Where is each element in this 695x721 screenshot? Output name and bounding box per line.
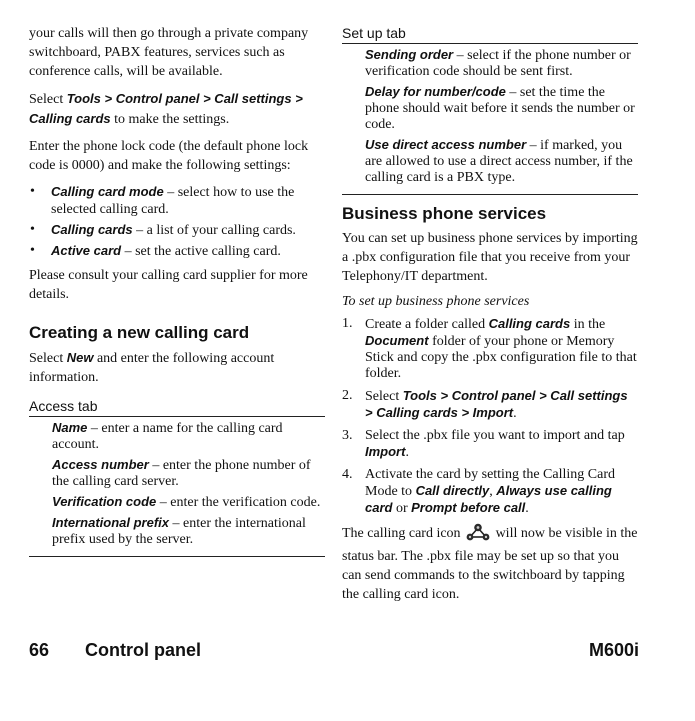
field-description: International prefix – enter the international prefix used by the server. <box>52 515 306 547</box>
section-name: Control panel <box>85 640 201 660</box>
left-column <box>29 24 325 557</box>
field-description: Sending order – select if the phone number or verification code should be sent first. <box>365 47 631 79</box>
setup-tab-heading: Set up tab <box>342 24 638 44</box>
list-item: • Calling cards – a list of your calling cards. <box>29 221 325 239</box>
intro-paragraph: your calls will then go through a private company switchboard, PABX features, services such as conference calls, will be available. <box>29 26 309 79</box>
select-calling-cards-paragraph: Select Tools > Control panel > Call settings > Calling cards to make the settings. <box>29 91 303 127</box>
procedure-steps <box>342 316 638 517</box>
field-description: Access number – enter the phone number of the calling card server. <box>52 457 311 489</box>
section-heading-new-card: Creating a new calling card <box>29 323 250 342</box>
field-description: Name – enter a name for the calling card account. <box>52 420 283 452</box>
field-description: Delay for number/code – set the time the phone should wait before it sends the number or code. <box>365 84 635 132</box>
step-item: 4. Activate the card by setting the Calling Card Mode to Call directly, Always use calling card or Prompt before call. <box>342 467 615 516</box>
business-intro-paragraph: You can set up business phone services by importing a .pbx configuration file that you receive from your Telephony/IT department. <box>342 231 638 284</box>
list-item: • Active card – set the active calling card. <box>29 242 325 260</box>
menu-path: Tools > Control panel > Call settings > Calling cards <box>29 91 303 126</box>
step-item: 2. Select Tools > Control panel > Call settings > Calling cards > Import. <box>342 388 628 421</box>
access-tab-fields <box>29 417 325 557</box>
select-new-paragraph: Select New and enter the following account information. <box>29 350 275 385</box>
model-name: M600i <box>588 640 639 660</box>
setup-tab-fields <box>342 44 638 195</box>
right-column <box>342 24 638 612</box>
lock-code-paragraph: Enter the phone lock code (the default phone lock code is 0000) and make the following settings: <box>29 139 309 173</box>
step-item: 1. Create a folder called Calling cards in the Document folder of your phone or Memory Stick and copy the .pbx configuration file to that folder. <box>342 316 637 381</box>
field-description: Verification code – enter the verification code. <box>52 494 321 510</box>
page-number: 66 <box>29 640 50 660</box>
list-item: • Calling card mode – select how to use the selected calling card. <box>29 183 325 218</box>
access-tab-heading: Access tab <box>29 397 325 417</box>
step-item: 3. Select the .pbx file you want to import and tap Import. <box>342 428 625 460</box>
closing-paragraph: The calling card icon will now be visible in the status bar. The .pbx file may be set up so that you can send commands to the switchboard by tapping the calling card icon. <box>342 523 638 604</box>
page-footer <box>29 640 639 664</box>
field-description: Use direct access number – if marked, you are allowed to use a direct access number, if the calling card is a PBX type. <box>365 137 633 185</box>
settings-list <box>29 183 325 260</box>
consult-paragraph: Please consult your calling card supplier for more details. <box>29 268 308 302</box>
section-heading-business: Business phone services <box>342 204 547 223</box>
calling-card-network-icon <box>466 523 490 547</box>
procedure-heading: To set up business phone services <box>342 294 530 309</box>
